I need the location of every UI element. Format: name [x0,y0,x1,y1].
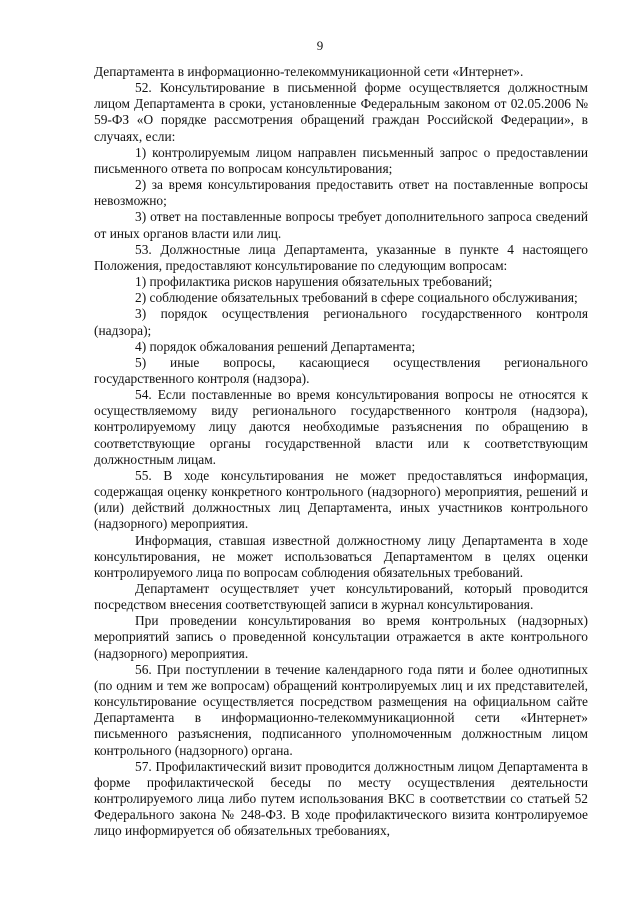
paragraph-52-item-2: 2) за время консультирования предоставить ответ на поставленные вопросы невозможно; [94,177,588,209]
paragraph-55-accounting: Департамент осуществляет учет консультирований, который проводится посредством внесения соответствующей записи в журнал консультирования. [94,581,588,613]
paragraph-54: 54. Если поставленные во время консультирования вопросы не относятся к осуществляемому виду регионального государственного контроля (надзора), контролируемому лицу даются необходимые разъяснения по обращению в соответствующие органы государственной власти или к соответствующим должностным лицам. [94,387,588,467]
paragraph-57: 57. Профилактический визит проводится должностным лицом Департамента в форме профилактической беседы по месту осуществления деятельности контролируемого лица либо путем использования ВКС в соответствии со статьей 52 Федерального закона № 248-ФЗ. В ходе профилактического визита контролируемое лицо информируется об обязательных требованиях, [94,758,588,839]
paragraph-52-item-1: 1) контролируемым лицом направлен письменный запрос о предоставлении письменного ответа по вопросам консультирования; [94,144,588,176]
paragraph-55: 55. В ходе консультирования не может предоставляться информация, содержащая оценку конкретного контрольного (надзорного) мероприятия, решений и (или) действий должностных лиц Департамента, иных участников контрольного (надзорного) мероприятия. [94,467,588,532]
paragraph-55-info: Информация, ставшая известной должностному лицу Департамента в ходе консультирования, не может использоваться Департаментом в целях оценки контролируемого лица по вопросам соблюдения обязательных требований. [94,532,588,580]
paragraph-53-item-5: 5) иные вопросы, касающиеся осуществления регионального государственного контроля (надзора). [94,354,588,386]
paragraph-55-record: При проведении консультирования во время контрольных (надзорных) мероприятий запись о проведенной консультации отражается в акте контрольного (надзорного) мероприятия. [94,613,588,661]
paragraph-52-item-3: 3) ответ на поставленные вопросы требует дополнительного запроса сведений от иных органов власти или лиц. [94,209,588,241]
paragraph-53-item-4: 4) порядок обжалования решений Департамента; [135,338,416,354]
paragraph-53-item-2: 2) соблюдение обязательных требований в сфере социального обслуживания; [135,290,578,306]
paragraph-56: 56. При поступлении в течение календарного года пяти и более однотипных (по одним и тем же вопросам) обращений контролируемых лиц и их представителей, консультирование осуществляется посредством размещения на официальном сайте Департамента в информационно-телекоммуникационной сети «Интернет» письменного разъяснения, подписанного уполномоченным должностным лицом контрольного (надзорного) органа. [94,661,588,758]
paragraph-53-item-1: 1) профилактика рисков нарушения обязательных требований; [135,274,493,290]
paragraph-53-item-3: 3) порядок осуществления регионального государственного контроля (надзора); [94,306,588,338]
paragraph-continuation: Департамента в информационно-телекоммуникационной сети «Интернет». [94,64,524,79]
paragraph-52: 52. Консультирование в письменной форме осуществляется должностным лицом Департамента в сроки, установленные Федеральным законом от 02.05.2006 № 59-ФЗ «О порядке рассмотрения обращений граждан Российской Федерации», в случаях, если: [94,80,588,144]
page-number: 9 [316,38,324,53]
paragraph-53: 53. Должностные лица Департамента, указанные в пункте 4 настоящего Положения, предоставляют консультирование по следующим вопросам: [94,241,588,273]
document-body [94,64,588,840]
